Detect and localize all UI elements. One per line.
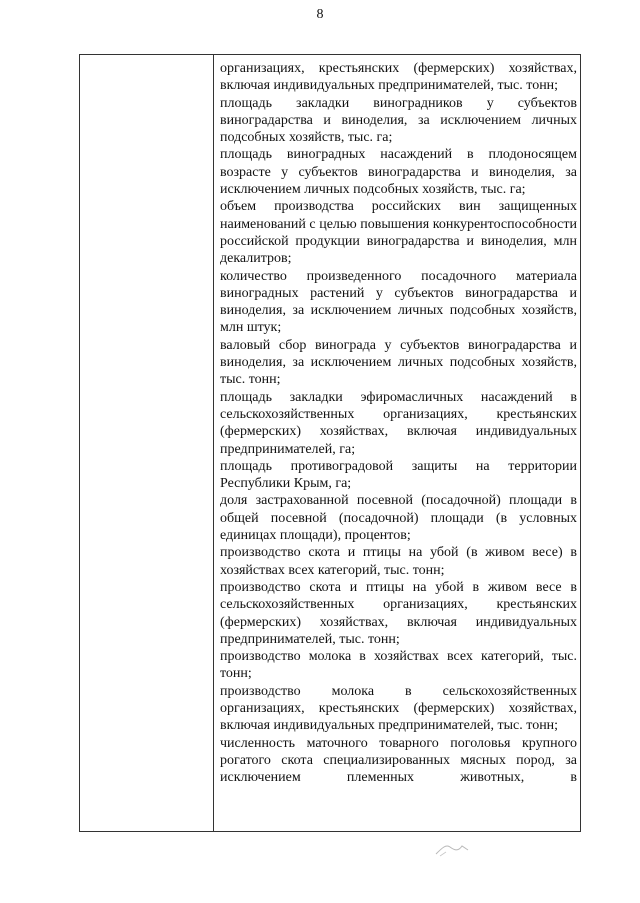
document-table xyxy=(79,54,581,832)
page-number: 8 xyxy=(316,7,324,22)
indicator-paragraph: доля застрахованной посевной (посадочной) площади в общей посевной (посадочной) площади (в условных единицах площади), процентов; xyxy=(220,493,577,544)
indicator-paragraph: валовый сбор винограда у субъектов виноградарства и виноделия, за исключением личных подсобных хозяйств, тыс. тонн; xyxy=(220,337,577,388)
signature-mark xyxy=(432,838,472,858)
indicator-paragraph: производство скота и птицы на убой (в живом весе) в хозяйствах всех категорий, тыс. тонн; xyxy=(220,545,577,578)
indicator-paragraph: площадь виноградных насаждений в плодоносящем возрасте у субъектов виноградарства и виноделия, за исключением личных подсобных хозяйств, тыс. га; xyxy=(220,147,577,198)
indicator-paragraph: производство молока в сельскохозяйственных организациях, крестьянских (фермерских) хозяйствах, включая индивидуальных предпринимателей, тыс. тонн; xyxy=(220,683,577,734)
indicator-paragraph: организациях, крестьянских (фермерских) хозяйствах, включая индивидуальных предпринимателей, тыс. тонн; xyxy=(220,61,577,94)
table-left-cell xyxy=(80,55,214,831)
indicator-paragraph: производство молока в хозяйствах всех категорий, тыс. тонн; xyxy=(220,649,577,682)
indicator-paragraph: площадь противоградовой защиты на территории Республики Крым, га; xyxy=(220,458,577,492)
indicator-paragraph: количество произведенного посадочного материала виноградных растений у субъектов виноградарства и виноделия, за исключением личных подсобных хозяйств, млн штук; xyxy=(220,268,577,336)
indicator-paragraph: объем производства российских вин защищенных наименований с целью повышения конкурентоспособности российской продукции виноградарства и виноделия, млн декалитров; xyxy=(220,199,577,267)
indicator-paragraph: производство скота и птицы на убой в живом весе в сельскохозяйственных организациях, крестьянских (фермерских) хозяйствах, включая индивидуальных предпринимателей, тыс. тонн; xyxy=(220,579,577,647)
indicator-paragraph: площадь закладки виноградников у субъектов виноградарства и виноделия, за исключением личных подсобных хозяйств, тыс. га; xyxy=(220,95,577,146)
indicator-paragraph: численность маточного товарного поголовья крупного рогатого скота специализированных мясных пород, за исключением племенных животных, в xyxy=(220,735,577,786)
indicator-paragraph: площадь закладки эфиромасличных насаждений в сельскохозяйственных организациях, крестьянских (фермерских) хозяйствах, включая индивидуальных предпринимателей, га; xyxy=(220,389,577,457)
table-right-cell xyxy=(220,60,577,786)
